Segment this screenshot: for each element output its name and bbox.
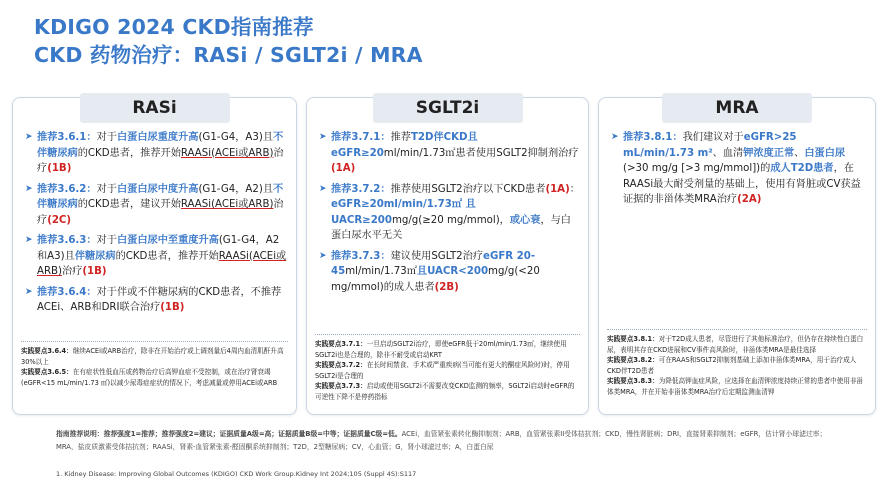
rec-text: mg/g(≥20 mg/mmol)， — [391, 214, 510, 226]
sglt2i-rec-3-7-3 — [319, 249, 580, 296]
rec-text: 治疗 — [37, 199, 284, 226]
sglt2i-panel — [306, 97, 589, 415]
rec-highlight: 且UACR<200 — [416, 266, 489, 277]
rec-highlight: eGFR≥20ml/min/1.73㎡ 且UACR≥200 — [331, 199, 476, 226]
rasi-practice-points — [21, 338, 288, 388]
rec-text: RAASi(ACEi或ARB) — [180, 147, 274, 159]
rec-text: RAASi(ACEi或ARB) — [37, 250, 287, 277]
rec-grade: (1B) — [160, 302, 185, 313]
rec-text: (G1-G4，A3)且 — [198, 132, 274, 143]
rec-text: (G1-G4，A2和A3)且 — [37, 235, 280, 262]
rec-text: 治疗 — [62, 266, 83, 277]
rec-text: 推荐使用SGLT2治疗以下CKD患者 — [390, 183, 546, 195]
arrow-right-icon: ➤ — [25, 132, 33, 142]
rec-text: (G1-G4，A2)且 — [198, 183, 274, 195]
arrow-right-icon: ➤ — [25, 183, 33, 194]
rec-text: 、血清 — [712, 147, 744, 159]
practice-text: 在有症状性低血压或药物治疗后高钾血症不受控制，或在治疗肾衰竭(eGFR<15 mL/min/1.73 ㎡)以减少尿毒症症状的情况下，考虑减量或停用ACEi或ARB — [21, 368, 278, 387]
rec-text: ml/min/1.73㎡患者使用SGLT2抑制剂治疗 — [383, 147, 579, 159]
rec-grade: (2B) — [434, 281, 459, 293]
rec-highlight: T2D伴CKD且eGFR≥20 — [331, 132, 478, 159]
rec-grade: (2C) — [47, 214, 72, 226]
rec-text: ，与白蛋白尿水平无关 — [331, 214, 571, 241]
rec-text: (>30 mg/g [>3 mg/mmol])的 — [623, 163, 771, 174]
practice-point — [607, 355, 867, 376]
rasi-panel — [12, 97, 297, 415]
rec-number: 推荐3.8.1： — [623, 132, 683, 143]
rec-highlight: 白蛋白尿重度升高 — [116, 132, 199, 143]
sglt2i-rec-3-7-2 — [319, 182, 580, 244]
practice-label: 实践要点3.8.3： — [607, 377, 659, 386]
rec-text: 不推荐ACEi、ARB和DRI联合治疗 — [37, 286, 282, 313]
mra-panel — [598, 97, 876, 415]
rec-grade: (1A) — [545, 183, 570, 195]
practice-label: 实践要点3.7.2： — [315, 361, 367, 370]
practice-point — [315, 339, 580, 360]
rec-highlight: 不伴糖尿病 — [37, 132, 284, 159]
rec-highlight: 或心衰 — [509, 214, 541, 226]
note-abbreviations: ACEi，血管紧张素转化酶抑制剂；ARB，血管紧张素II受体拮抗剂；CKD，慢性肾脏病；DRI，直接肾素抑制剂；eGFR，估计肾小球滤过率；MRA，盐皮质激素受体拮抗剂；RAASi，肾素-血管紧张素-醛固酮系统抑制剂；T2D，2型糖尿病；CV，心血管；G，肾小球滤过率；A，白蛋白尿 — [56, 430, 827, 451]
arrow-right-icon: ➤ — [25, 235, 33, 245]
rec-text: 建议使用SGLT2治疗 — [390, 250, 484, 262]
rasi-recommendations — [25, 130, 288, 321]
rec-highlight: 白蛋白尿中度升高 — [116, 183, 199, 195]
rec-text: 的CKD患者，推荐开始 — [77, 147, 181, 159]
rec-text: 我们建议对于 — [682, 132, 744, 143]
rec-text: 推荐 — [390, 132, 411, 143]
divider — [21, 341, 288, 342]
sglt2i-header: SGLT2i — [373, 93, 523, 123]
rec-grade: (1B) — [82, 266, 107, 277]
practice-label: 实践要点3.8.1： — [607, 335, 659, 343]
rec-text: ： — [569, 183, 580, 195]
rec-highlight: 成人T2D患者 — [770, 163, 834, 174]
rec-number: 推荐3.6.1： — [37, 132, 97, 143]
divider — [607, 329, 867, 330]
arrow-right-icon: ➤ — [319, 183, 327, 194]
practice-text: 在长时间禁食、手术或严重疾病(当可能有更大的酮症风险时)时，停用SGLT2i是合理的 — [315, 361, 570, 380]
practice-label: 实践要点3.6.5： — [21, 368, 73, 377]
note-label: 指南推荐说明： — [56, 430, 104, 438]
rec-grade: (1B) — [47, 163, 72, 174]
mra-practice-points — [607, 326, 867, 398]
practice-text: 启动或使用SGLT2i不需要改变CKD监测的频率，SGLT2i启动时eGFR的可逆性下降不是停药指标 — [315, 382, 575, 401]
mra-rec-3-8-1 — [611, 130, 867, 208]
practice-label: 实践要点3.8.2： — [607, 356, 659, 365]
rasi-rec-3-6-1 — [25, 130, 288, 177]
rec-grade: (2A) — [737, 194, 762, 205]
practice-label: 实践要点3.7.3： — [315, 382, 367, 391]
practice-point — [607, 334, 867, 355]
practice-text: 可在RAAS和SGLT2抑制剂基础上添加非甾体类MRA，用于治疗成人CKD伴T2D患者 — [607, 356, 857, 375]
rec-text: 的CKD患者，建议开始 — [77, 199, 181, 210]
rec-number: 推荐3.6.4： — [37, 286, 97, 298]
rec-number: 推荐3.7.3： — [331, 250, 391, 262]
rasi-rec-3-6-2 — [25, 182, 288, 229]
practice-point — [315, 360, 580, 381]
arrow-right-icon: ➤ — [319, 132, 327, 142]
practice-point — [21, 346, 288, 367]
practice-point — [315, 381, 580, 402]
practice-text: 一旦启动SGLT2i治疗，即使eGFR低于20ml/min/1.73㎡，继续使用SGLT2i也是合理的，除非不耐受或启动KRT — [315, 340, 567, 359]
rasi-header: RASi — [80, 93, 230, 123]
practice-label: 实践要点3.6.4： — [21, 347, 73, 355]
sglt2i-rec-3-7-1 — [319, 130, 580, 177]
reference: 1. Kidney Disease: Improving Global Outcomes (KDIGO) CKD Work Group.Kidney Int 2024;105 (Suppl 4S):S117 — [56, 470, 417, 478]
rec-text: 对于 — [96, 235, 117, 246]
rec-text: mg/g(<20 mg/mmol)的成人患者 — [331, 266, 540, 293]
mra-recommendations — [611, 130, 867, 213]
rec-text: ，在RAASi最大耐受剂量的基础上，使用有肾脏或CV获益证据的非甾体类MRA治疗 — [623, 163, 861, 205]
practice-text: 为降低高钾血症风险，应选择在血清钾浓度持续正常的患者中使用非甾体类MRA，并在开始非甾体类MRA治疗后定期监测血清钾 — [607, 377, 864, 396]
mra-header: MRA — [662, 93, 812, 123]
rec-text: 治疗 — [37, 147, 284, 174]
practice-text: 继续ACEi或ARB治疗，除非在开始治疗或上调剂量后4周内血清肌酐升高30%以上 — [21, 347, 284, 366]
arrow-right-icon: ➤ — [319, 250, 327, 261]
rec-text: 对于伴或不伴糖尿病的CKD患者， — [96, 286, 251, 298]
rec-highlight: 白蛋白尿中至重度升高 — [116, 235, 219, 246]
practice-text: 对于T2D成人患者，尽管进行了其他标准治疗，但仍存在持续性白蛋白尿，表明其存在CKD进展和CV事件高风险时，非甾体类MRA是最佳选择 — [607, 335, 864, 354]
arrow-right-icon: ➤ — [611, 132, 619, 142]
rasi-rec-3-6-3 — [25, 233, 288, 280]
practice-point — [21, 367, 288, 388]
practice-label: 实践要点3.7.1： — [315, 340, 367, 348]
arrow-right-icon: ➤ — [25, 286, 33, 297]
page-title-line2: CKD 药物治疗：RASi / SGLT2i / MRA — [34, 43, 423, 67]
rec-highlight: eGFR 20-45 — [331, 250, 536, 277]
rec-number: 推荐3.6.3： — [37, 235, 97, 246]
rec-highlight: 伴糖尿病 — [74, 250, 116, 262]
rec-highlight: 白蛋白尿 — [804, 147, 846, 159]
rec-text: ml/min/1.73㎡ — [345, 266, 417, 277]
rec-number: 推荐3.7.1： — [331, 132, 391, 143]
sglt2i-recommendations — [319, 130, 580, 300]
rasi-rec-3-6-4 — [25, 285, 288, 316]
guideline-note — [56, 428, 846, 454]
rec-text: 、 — [794, 147, 805, 159]
note-strength: 推荐强度1=推荐；推荐强度2=建议；证据质量A级=高；证据质量B级=中等；证据质量C级=低。 — [103, 430, 402, 438]
page-title-line1: KDIGO 2024 CKD指南推荐 — [34, 15, 314, 39]
rec-highlight: 钾浓度正常 — [743, 147, 795, 159]
rec-text: 的CKD患者，推荐开始 — [115, 250, 219, 262]
divider — [315, 334, 580, 335]
rec-grade: (1A) — [331, 163, 356, 174]
rec-text: 对于 — [96, 183, 117, 195]
rec-text: 对于 — [96, 132, 117, 143]
rec-text: RAASi(ACEi或ARB) — [180, 199, 274, 210]
rec-number: 推荐3.6.2： — [37, 183, 97, 195]
rec-highlight: 不伴糖尿病 — [37, 183, 284, 210]
rec-number: 推荐3.7.2： — [331, 183, 391, 195]
practice-point — [607, 376, 867, 397]
sglt2i-practice-points — [315, 331, 580, 403]
rec-highlight: eGFR>25 mL/min/1.73 m² — [623, 132, 797, 159]
